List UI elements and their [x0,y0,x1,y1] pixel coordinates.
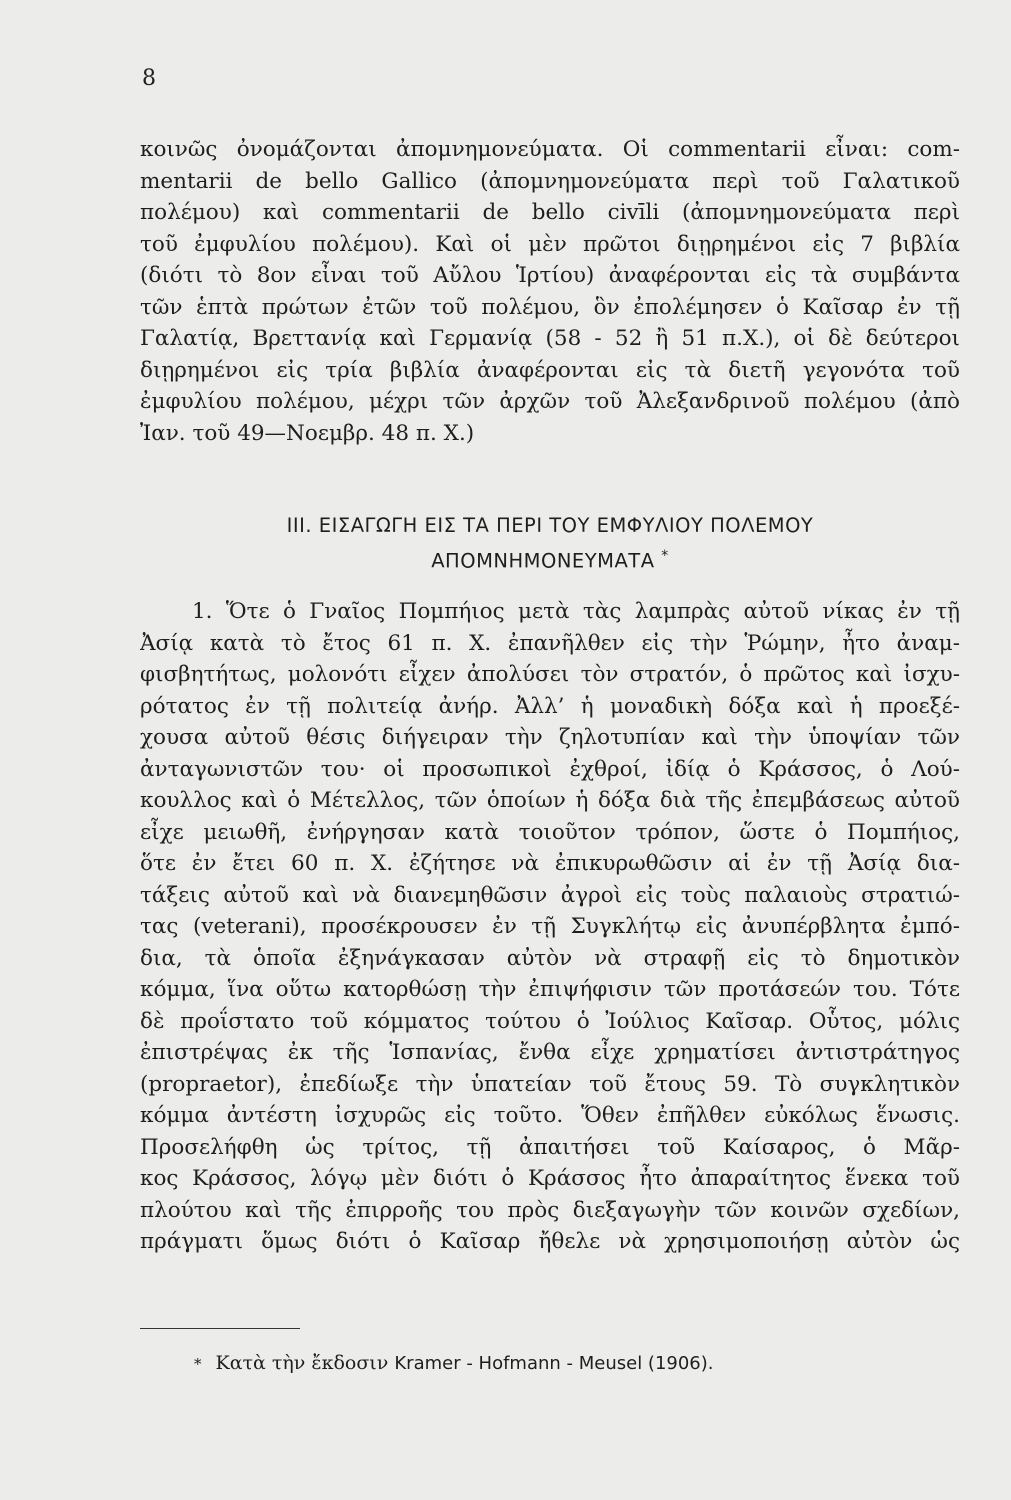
text-line: κόμμα ἀντέστη ἰσχυρῶς εἰς τοῦτο. Ὅθεν ἐπῆλθεν εὐκόλως ἕνωσις. [140,1103,960,1128]
text-line: κος Κράσσος, λόγῳ μὲν διότι ὁ Κράσσος ἦτο ἀπαραίτητος ἕνεκα τοῦ [140,1166,960,1191]
paragraph-pompey [140,596,960,1258]
text-line: 1. Ὅτε ὁ Γναῖος Πομπήιος μετὰ τὰς λαμπρὰς αὐτοῦ νίκας ἐν τῇ [192,599,960,624]
text-line: διῃρημένοι εἰς τρία βιβλία ἀναφέρονται εἰς τὰ διετῆ γεγονότα τοῦ [140,357,960,383]
text-line: ἐμφυλίου πολέμου, μέχρι τῶν ἀρχῶν τοῦ Ἀλεξανδρινοῦ πολέμου (ἀπὸ [140,389,960,414]
text-line: Προσελήφθη ὡς τρίτος, τῇ ἀπαιτήσει τοῦ Καίσαρος, ὁ Μᾶρ- [140,1134,960,1160]
text-line: Ἰαν. τοῦ 49—Νοεμβρ. 48 π. Χ.) [140,420,475,446]
text-line: τάξεις αὐτοῦ καὶ νὰ διανεμηθῶσιν ἀγροὶ εἰς τοὺς παλαιοὺς στρατιώ- [140,882,960,908]
text-line: κουλλος καὶ ὁ Μέτελλος, τῶν ὁποίων ἡ δόξα διὰ τῆς ἐπεμβάσεως αὐτοῦ [140,788,960,813]
heading-line-1: III. ΕΙΣΑΓΩΓΗ ΕΙΣ ΤΑ ΠΕΡΙ ΤΟΥ ΕΜΦΥΛΙΟΥ ΠΟΛΕΜΟΥ [286,514,814,537]
text-line: πλούτου καὶ τῆς ἐπιρροῆς του πρὸς διεξαγωγὴν τῶν κοινῶν σχεδίων, [140,1197,960,1223]
text-line: τοῦ ἐμφυλίου πολέμου). Καὶ οἱ μὲν πρῶτοι διῃρημένοι εἰς 7 βιβλία [140,231,960,257]
text-line: Ἀσίᾳ κατὰ τὸ ἔτος 61 π. Χ. ἐπανῆλθεν εἰς τὴν Ῥώμην, ἦτο ἀναμ- [140,630,960,656]
footnote [194,1352,714,1374]
text-line: δια, τὰ ὁποῖα ἐξηνάγκασαν αὐτὸν νὰ στραφῇ εἰς τὸ δημοτικὸν [140,945,960,971]
text-line: ρότατος ἐν τῇ πολιτείᾳ ἀνήρ. Ἀλλ’ ἡ μοναδικὴ δόξα καὶ ἡ προεξέ- [140,693,960,719]
paragraph-commentarii [140,134,960,449]
text-line: τῶν ἑπτὰ πρώτων ἐτῶν τοῦ πολέμου, ὃν ἐπολέμησεν ὁ Καῖσαρ ἐν τῇ [140,294,960,320]
text-line: (propraetor), ἐπεδίωξε τὴν ὑπατείαν τοῦ ἔτους 59. Τὸ συγκλητικὸν [140,1071,960,1097]
footnote-divider [140,1328,300,1329]
text-line: τας (veterani), προσέκρουσεν ἐν τῇ Συγκλήτῳ εἰς ἀνυπέρβλητα ἐμπό- [140,914,960,939]
text-line: ἐπιστρέψας ἐκ τῆς Ἱσπανίας, ἔνθα εἶχε χρηματίσει ἀντιστράτηγος [140,1040,960,1065]
text-line: (διότι τὸ 8ον εἶναι τοῦ Αὔλου Ἱρτίου) ἀναφέρονται εἰς τὰ συμβάντα [140,263,960,288]
text-line: ὅτε ἐν ἔτει 60 π. Χ. ἐζήτησε νὰ ἐπικυρωθῶσιν αἱ ἐν τῇ Ἀσίᾳ δια- [140,851,960,876]
text-line: κόμμα, ἵνα οὕτω κατορθώσῃ τὴν ἐπιψήφισιν τῶν προτάσεών του. Τότε [140,977,960,1002]
text-line: χουσα αὐτοῦ θέσις διήγειραν τὴν ζηλοτυπίαν καὶ τὴν ὑποψίαν τῶν [140,725,960,750]
footnote-reference-mark: * [661,548,669,564]
text-line: mentarii de bello Gallico (ἀπομνημονεύματα περὶ τοῦ Γαλατικοῦ [140,168,960,194]
heading-line-2-text: ΑΠΟΜΝΗΜΟΝΕΥΜΑΤΑ [431,549,655,573]
footnote-text-latin: Kramer - Hofmann - Meusel (1906). [394,1353,714,1374]
text-line: πράγματι ὅμως διότι ὁ Καῖσαρ ἤθελε νὰ χρησιμοποιήσῃ αὐτὸν ὡς [140,1229,960,1254]
text-line: Γαλατίᾳ, Βρεττανίᾳ καὶ Γερμανίᾳ (58 - 52 ἢ 51 π.Χ.), οἱ δὲ δεύτεροι [140,326,960,351]
footnote-text-greek: Κατὰ τὴν ἔκδοσιν [215,1352,389,1374]
text-line: κοινῶς ὀνομάζονται ἀπομνημονεύματα. Οἱ commentarii εἶναι: com- [140,137,960,162]
text-line: δὲ προΐστατο τοῦ κόμματος τούτου ὁ Ἰούλιος Καῖσαρ. Οὗτος, μόλις [140,1008,960,1034]
text-line: πολέμου) καὶ commentarii de bello civīli (ἀπομνημονεύματα περὶ [140,200,960,225]
footnote-mark: * [194,1355,202,1373]
page-number: 8 [142,66,156,91]
text-line: ἀνταγωνιστῶν του· οἱ προσωπικοὶ ἐχθροί, ἰδίᾳ ὁ Κράσσος, ὁ Λού- [140,756,960,782]
heading-line-2 [140,541,960,577]
text-line: εἶχε μειωθῆ, ἐνήργησαν κατὰ τοιοῦτον τρόπον, ὥστε ὁ Πομπήιος, [140,819,960,845]
section-heading [140,510,960,577]
text-line: φισβητήτως, μολονότι εἶχεν ἀπολύσει τὸν στρατόν, ὁ πρῶτος καὶ ἰσχυ- [140,662,960,687]
